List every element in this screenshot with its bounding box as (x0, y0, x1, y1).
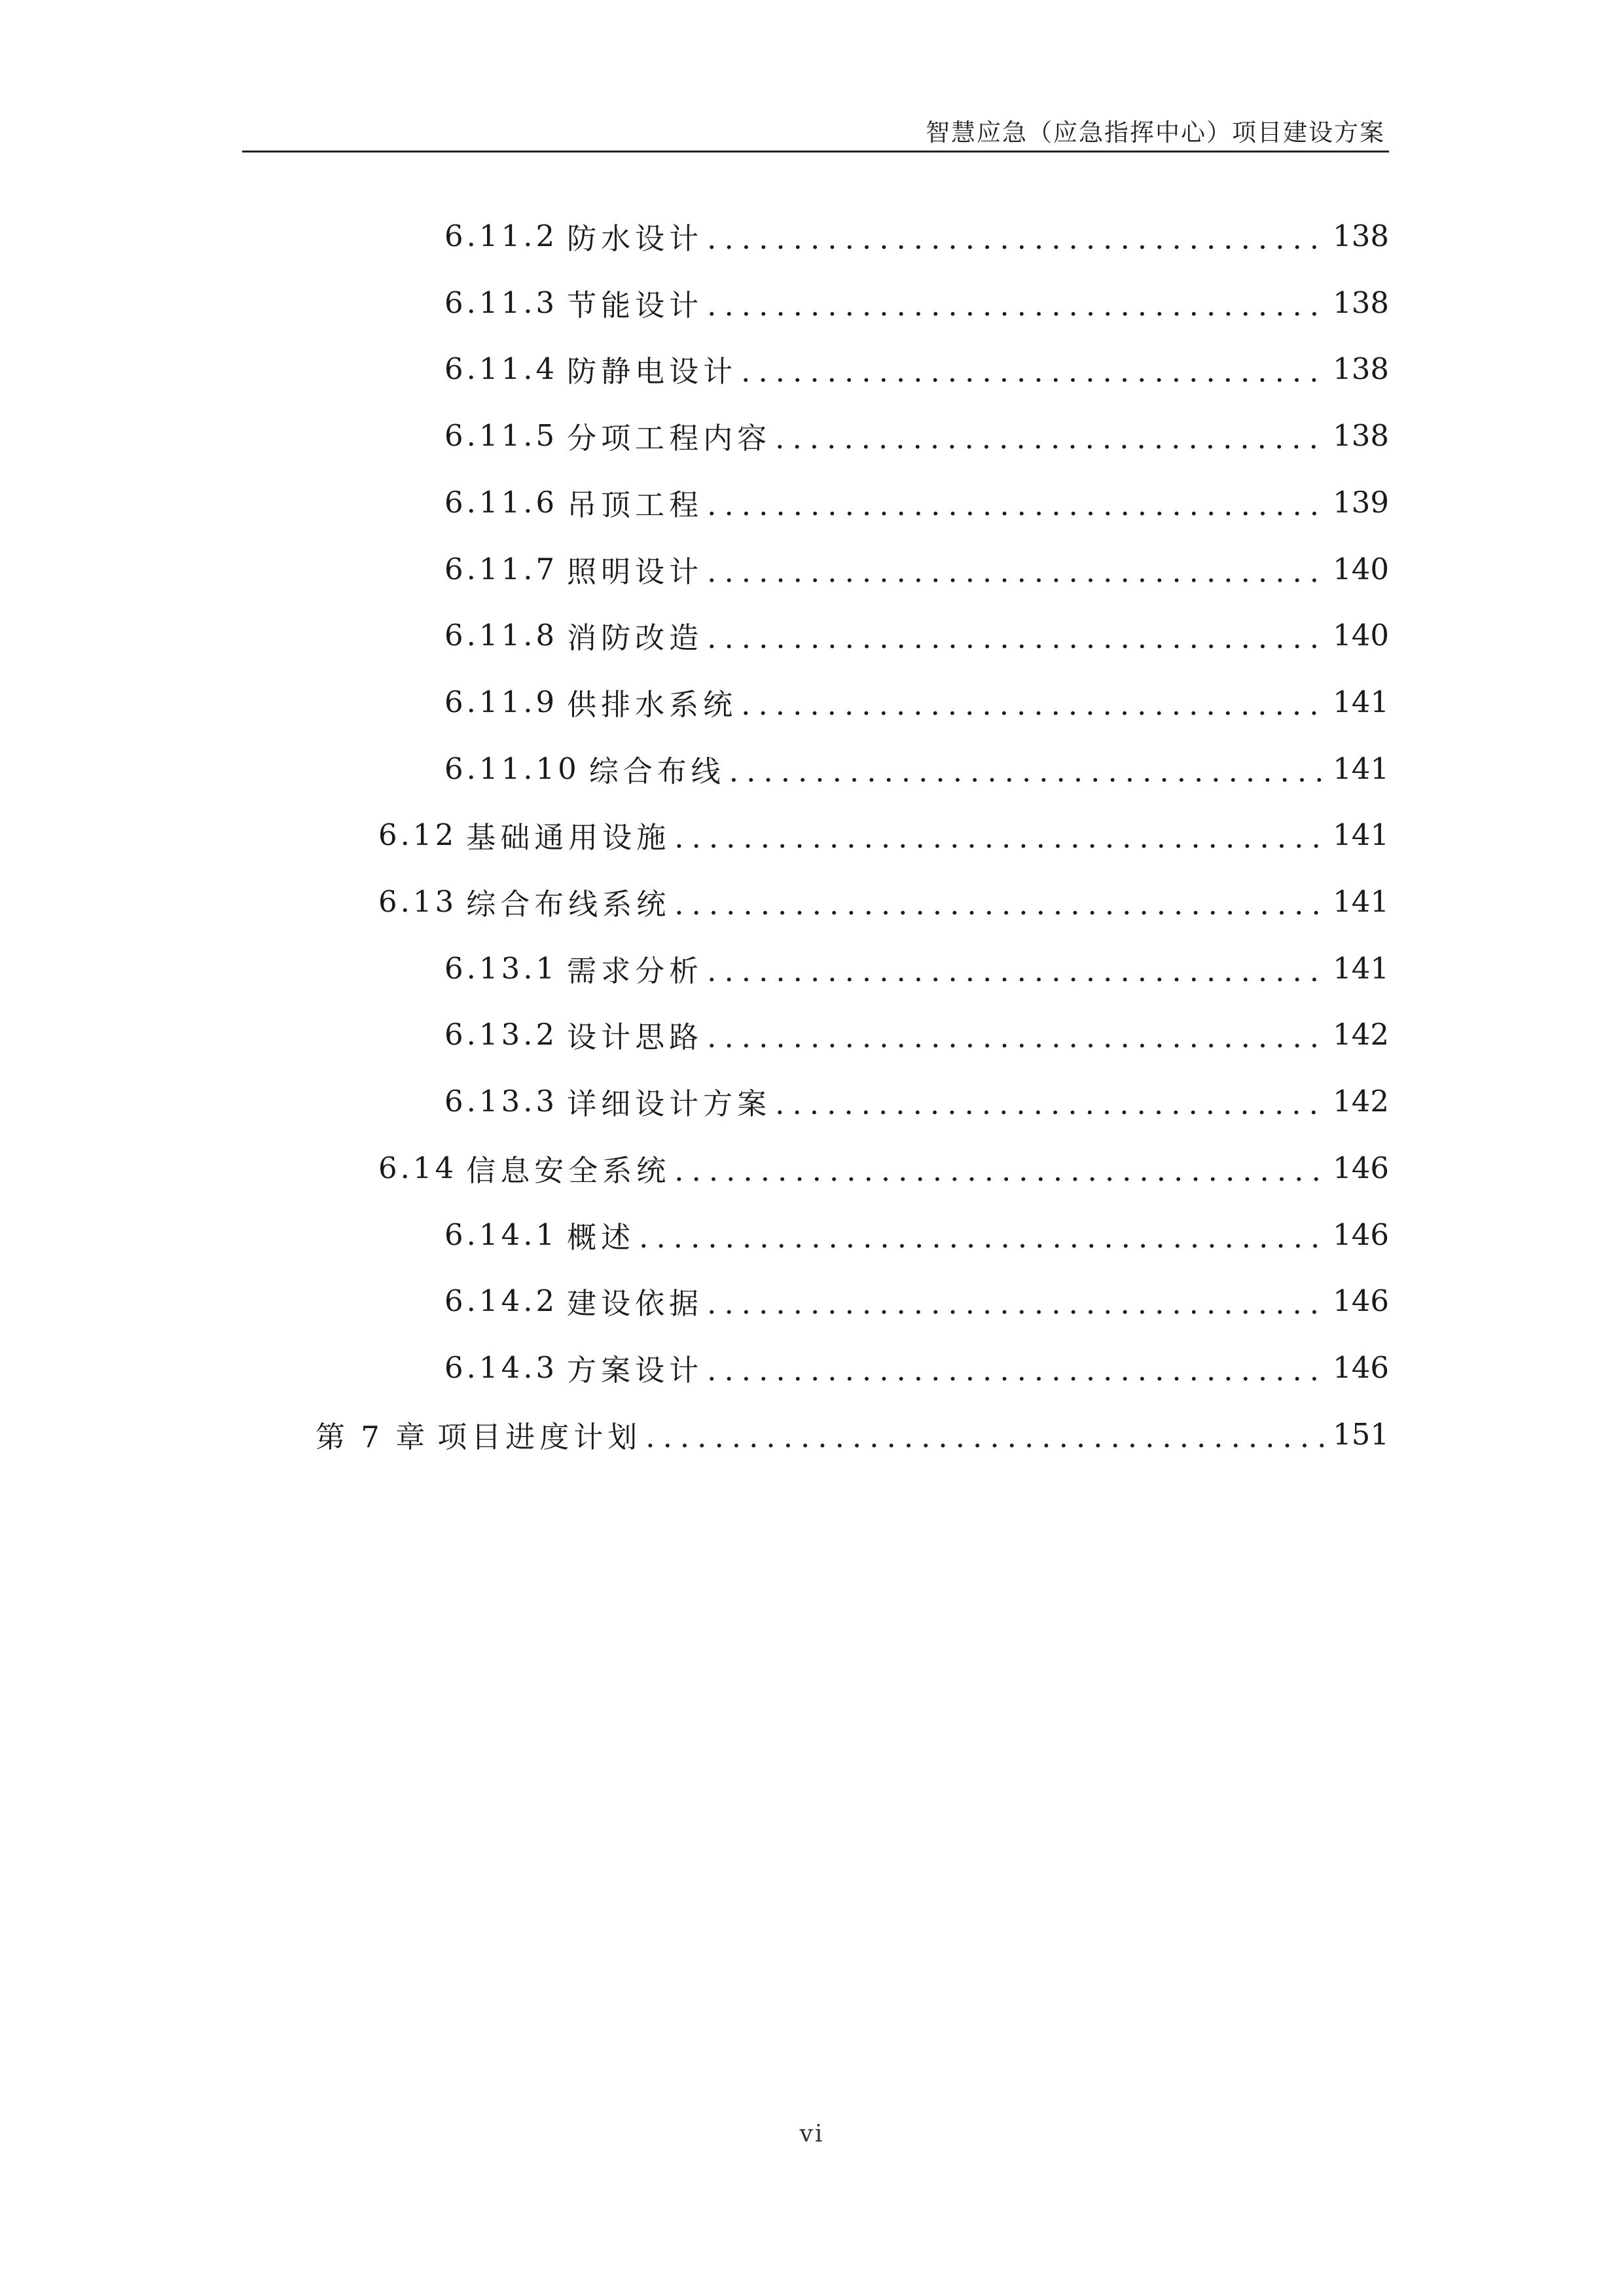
toc-entry[interactable] (444, 342, 1389, 395)
toc-dot-leader (645, 1420, 1329, 1454)
toc-dot-leader (707, 488, 1329, 522)
toc-dot-leader (707, 1353, 1329, 1388)
toc-entry-number: 6.13 (378, 884, 458, 919)
toc-entry[interactable] (378, 808, 1389, 861)
toc-dot-leader (741, 687, 1329, 722)
toc-dot-leader (707, 1286, 1329, 1321)
toc-entry-title: 信息安全系统 (466, 1153, 671, 1188)
toc-entry-number: 6.11.6 (444, 484, 558, 520)
toc-entry-page: 146 (1333, 1283, 1389, 1318)
toc-entry-page: 141 (1333, 817, 1389, 852)
toc-dot-leader (707, 954, 1329, 988)
toc-entry-title: 概述 (567, 1219, 636, 1255)
toc-entry[interactable] (444, 1008, 1389, 1060)
toc-entry[interactable] (444, 209, 1389, 262)
toc-dot-leader (729, 754, 1329, 789)
toc-entry-number: 6.11.5 (444, 418, 558, 453)
toc-entry-page: 151 (1333, 1416, 1389, 1452)
toc-dot-leader (741, 354, 1329, 389)
toc-entry-page: 142 (1333, 1083, 1389, 1119)
toc-entry-title: 吊顶工程 (567, 487, 704, 522)
toc-entry-page: 141 (1333, 751, 1389, 786)
toc-entry[interactable] (444, 609, 1389, 661)
toc-entry-number: 6.11.10 (444, 751, 580, 786)
toc-entry-number: 6.14 (378, 1150, 458, 1185)
toc-entry[interactable] (378, 875, 1389, 927)
toc-entry-title: 节能设计 (567, 287, 704, 323)
toc-dot-leader (674, 820, 1329, 855)
toc-entry-page: 138 (1333, 218, 1389, 253)
toc-entry-title: 综合布线系统 (466, 886, 671, 922)
toc-entry-title: 方案设计 (567, 1352, 704, 1388)
toc-entry-title: 详细设计方案 (567, 1086, 772, 1121)
toc-dot-leader (775, 1086, 1329, 1121)
toc-entry[interactable] (444, 742, 1389, 795)
toc-entry-page: 139 (1333, 484, 1389, 520)
toc-entry-page: 141 (1333, 950, 1389, 986)
toc-dot-leader (707, 1020, 1329, 1054)
toc-entry[interactable] (444, 1208, 1389, 1261)
toc-entry[interactable] (444, 675, 1389, 728)
toc-entry-title: 设计思路 (567, 1019, 704, 1054)
toc-entry-title: 基础通用设施 (466, 819, 671, 855)
toc-dot-leader (674, 887, 1329, 922)
toc-entry-page: 140 (1333, 551, 1389, 586)
toc-entry-page: 138 (1333, 418, 1389, 453)
toc-entry-page: 138 (1333, 351, 1389, 386)
toc-entry-title: 项目进度计划 (437, 1419, 642, 1454)
toc-dot-leader (707, 221, 1329, 256)
toc-dot-leader (674, 1153, 1329, 1188)
toc-entry-title: 建设依据 (567, 1285, 704, 1321)
toc-entry-number: 6.12 (378, 817, 458, 852)
toc-entry-number: 6.14.1 (444, 1217, 558, 1252)
toc-entry-title: 防水设计 (567, 221, 704, 256)
header-title: 智慧应急（应急指挥中心）项目建设方案 (926, 118, 1385, 147)
toc-entry-page: 138 (1333, 285, 1389, 320)
toc-entry-page: 146 (1333, 1350, 1389, 1385)
toc-dot-leader (707, 620, 1329, 655)
toc-entry[interactable] (444, 543, 1389, 595)
toc-entry-page: 140 (1333, 617, 1389, 653)
page-number: vi (799, 2121, 825, 2147)
toc-entry[interactable] (444, 1274, 1389, 1327)
toc-entry[interactable] (378, 1141, 1389, 1194)
toc-entry-page: 141 (1333, 684, 1389, 719)
toc-entry-title: 分项工程内容 (567, 420, 772, 456)
toc-entry-page: 146 (1333, 1217, 1389, 1252)
toc-dot-leader (775, 421, 1329, 456)
toc-entry-title: 防静电设计 (567, 353, 738, 389)
toc-entry-number: 第 7 章 (316, 1419, 429, 1454)
toc-dot-leader (707, 554, 1329, 589)
toc-entry-number: 6.14.2 (444, 1283, 558, 1318)
toc-entry[interactable] (444, 276, 1389, 329)
toc-entry[interactable] (444, 1341, 1389, 1393)
toc-entry[interactable] (444, 476, 1389, 528)
toc-entry-page: 141 (1333, 884, 1389, 919)
toc-entry-number: 6.13.1 (444, 950, 558, 986)
toc-entry-number: 6.13.2 (444, 1016, 558, 1052)
toc-entry-number: 6.11.7 (444, 551, 558, 586)
toc-entry-number: 6.14.3 (444, 1350, 558, 1385)
toc-entry-number: 6.11.4 (444, 351, 558, 386)
toc-entry-title: 照明设计 (567, 554, 704, 589)
toc-entry[interactable] (444, 409, 1389, 461)
toc-entry[interactable] (316, 1408, 1389, 1460)
toc-entry-number: 6.11.8 (444, 617, 558, 653)
toc-entry-number: 6.11.2 (444, 218, 558, 253)
toc-entry-title: 供排水系统 (567, 687, 738, 722)
toc-entry-page: 142 (1333, 1016, 1389, 1052)
toc-entry[interactable] (444, 942, 1389, 994)
toc-entry-page: 146 (1333, 1150, 1389, 1185)
toc-entry-number: 6.13.3 (444, 1083, 558, 1119)
toc-entry[interactable] (444, 1075, 1389, 1127)
toc-entry-title: 消防改造 (567, 620, 704, 655)
toc-dot-leader (707, 288, 1329, 323)
toc-entry-title: 综合布线 (588, 753, 725, 789)
toc-entry-number: 6.11.3 (444, 285, 558, 320)
toc-dot-leader (639, 1220, 1329, 1255)
toc-entry-number: 6.11.9 (444, 684, 558, 719)
toc-entry-title: 需求分析 (567, 953, 704, 988)
